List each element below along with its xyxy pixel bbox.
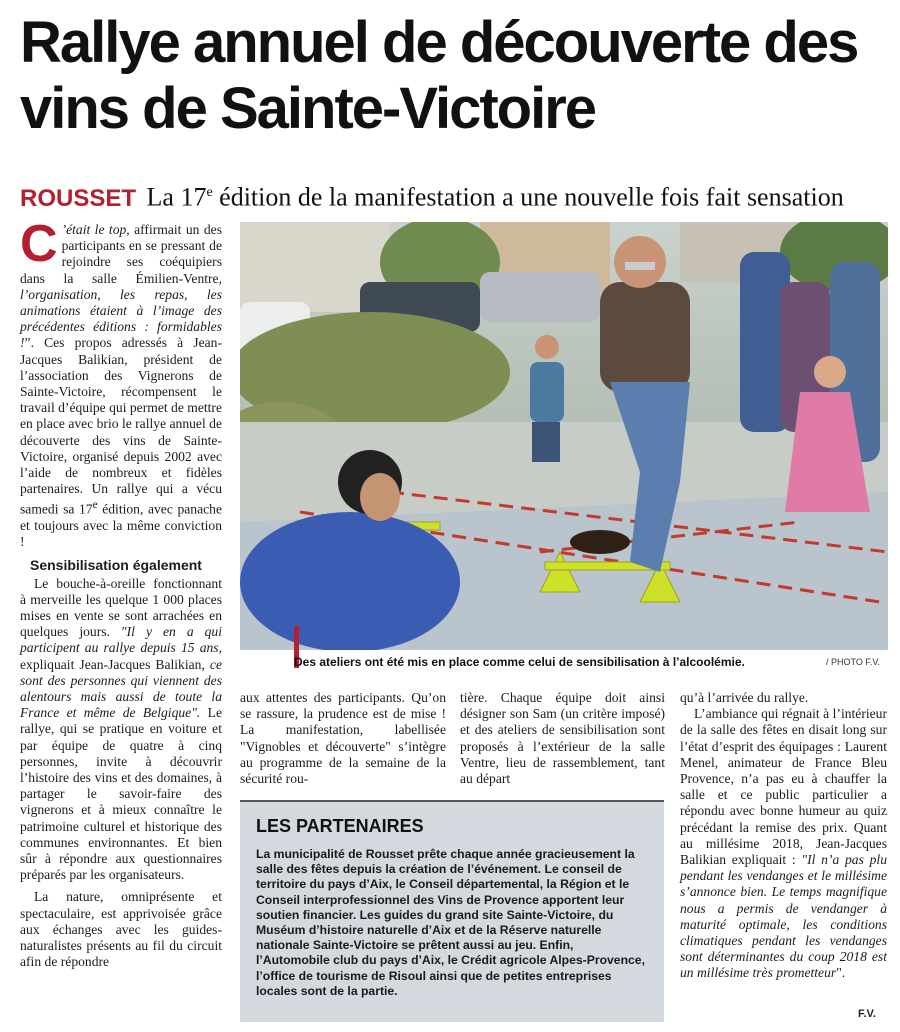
p2-quote-2: ce sont des personnes qui viennent des alentours mais aussi de toute la France et même de Belgique". [20,656,222,721]
p2-quote-1: "Il y en a qui participent au rallye depuis 15 ans [20,624,222,656]
subhead-text-before: La 17 [140,182,207,212]
body-paragraph-2 [20,576,222,884]
intro-quote: l’organisation, les repas, les animations étaient à l’image des précédentes éditions : formidables ! [20,286,222,351]
author-signature: F.V. [858,1008,876,1020]
intro-text-2: ”. Ces propos adressés à Jean-Jacques Balikian, président de l’association des Vignerons de Sainte-Victoire, récompensent le travail d’équipe qui permet de mettre en place avec brio le rallye annuel de découverte des vins de Sainte-Victoire, organisé depuis 2002 avec l’aide de nombreux et fidèles partenaires. Un rallye qui a vécu samedi sa 17 [20,335,222,517]
p2-text-2: , expliquait Jean-Jacques Balikian, [20,640,222,672]
article-photo [240,222,888,650]
column-2-text: aux attentes des participants. Qu’on se rassure, la prudence est de mise ! La manifestation, labellisée "Vignobles et découverte" s’intègre au programme de la semaine de la sécurité rou- [240,690,446,787]
photo-credit: / PHOTO F.V. [826,657,881,667]
subhead-text-after: édition de la manifestation a une nouvelle fois fait sensation [212,182,844,212]
article-column-3 [460,690,665,787]
column-3-text: tière. Chaque équipe doit ainsi désigner son Sam (un critère imposé) et des ateliers de sensibilisation sont proposés à l’extérieur de la salle Ventre, lieu de rassemblement, tant au départ [460,690,665,787]
body-paragraph-3: La nature, omniprésente et spectaculaire, est apprivoisée grâce aux échanges avec les guides-naturalistes présents au fil du circuit afin de répondre [20,889,222,970]
article-column-2 [240,690,446,787]
partners-title: LES PARTENAIRES [256,816,424,836]
intro-paragraph [20,215,222,551]
drop-cap: C [20,215,58,273]
intro-text-3: édition, avec panache et toujours avec la même conviction ! [20,501,222,550]
partners-box [240,800,664,1022]
intro-quote-start: ’était le top [61,222,127,237]
photo-illustration [240,222,888,650]
partners-text: La municipalité de Rousset prête chaque année gracieusement la salle des fêtes depuis la création de l’événement. Le conseil de territoire du pays d’Aix, le Conseil départemental, la Région et le Conseil interprofessionnel des Vins de Provence apportent leur soutien financier. Les guides du grand site Sainte-Victoire, du Muséum d’histoire naturelle d’Aix et de la Réserve naturelle nationale Sainte-Victoire se prêtent aussi au jeu. Enfin, l’Automobile club du pays d’Aix, le Crédit agricole Alpes-Provence, l’office de tourisme de Risoul ainsi que de petites entreprises locales sont de la partie. [256,847,645,998]
column-4-paragraph [680,706,887,981]
section-title: Sensibilisation également [30,556,202,573]
column-4-intro: qu’à l’arrivée du rallye. [680,690,809,705]
photo-caption: Des ateliers ont été mis en place comme celui de sensibilisation à l’alcoolémie. [294,655,745,669]
article-column-1 [20,215,222,970]
subhead-ordinal: e [206,185,213,200]
article-column-4 [680,690,887,982]
headline: Rallye annuel de découverte des vins de Sainte-Victoire [20,10,858,141]
col4-quote-end: ". [836,965,846,981]
intro-text-1: , affirmait un des participants en se pressant de rejoindre ses coéquipiers dans la salle Émilien-Ventre, [20,222,222,286]
location-kicker: ROUSSET [20,184,137,212]
col4-quote: "Il n’a pas plu pendant les vendanges et le millésime s’annonce bien. Le temps magnifique nous a permis de vendanger à maturité optimale, les conditions climatiques pendant les vendanges sont déterminantes du coup 2018 est un millésime très prometteur [680,852,887,981]
subheadline [20,178,890,214]
col4-text: L’ambiance qui régnait à l’intérieur de la salle des fêtes en disait long sur l’état d’esprit des équipages : Laurent Menel, animateur de France Bleu Provence, n’a pas eu à chauffer la salle et ce public particulier a répondu avec bonne humeur au quiz précédant la remise des prix. Quant au millésime 2018, Jean-Jacques Balikian expliquait : [680,706,887,868]
p2-text-3: Le rallye, qui se pratique en voiture et par équipe de quatre à cinq personnes, invite à découvrir l’histoire des vins et des domaines, à partager le savoir-faire des vignerons et à mieux connaître le patrimoine culturel et historique des communes environnantes. Et bien sûr à répondre aux questionnaires préparés par les organisateurs. [20,705,222,883]
p2-text-1: Le bouche-à-oreille fonctionnant à merveille les quelque 1 000 places mises en vente se sont arrachées en quelques jours. [20,575,222,640]
intro-ordinal: e [92,499,98,512]
